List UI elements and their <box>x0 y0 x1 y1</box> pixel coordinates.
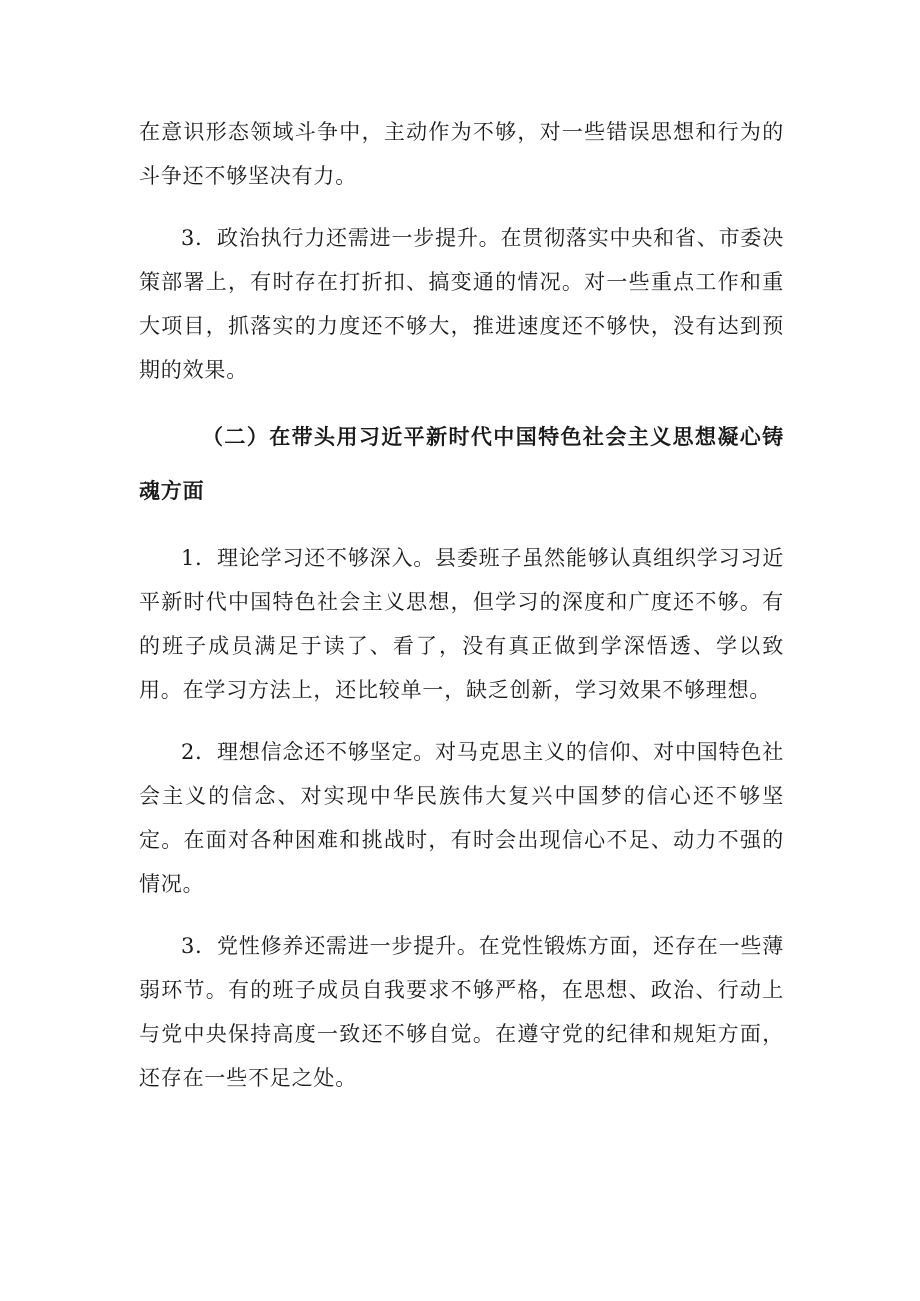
paragraph-gap <box>139 392 784 410</box>
document-body <box>139 110 784 1100</box>
paragraph-gap <box>139 712 784 730</box>
paragraph-party-spirit: 3．党性修养还需进一步提升。在党性锻炼方面，还存在一些薄弱环节。有的班子成员自我要求不够严格，在思想、政治、行动上与党中央保持高度一致还不够自觉。在遵守党的纪律和规矩方面，还存在一些不足之处。 <box>139 934 784 1090</box>
paragraph-continuation: 在意识形态领域斗争中，主动作为不够，对一些错误思想和行为的斗争还不够坚决有力。 <box>139 120 784 188</box>
paragraph-gap <box>139 518 784 536</box>
paragraph-gap <box>139 198 784 216</box>
paragraph-theory-study: 1．理论学习还不够深入。县委班子虽然能够认真组织学习习近平新时代中国特色社会主义思想，但学习的深度和广度还不够。有的班子成员满足于读了、看了，没有真正做到学深悟透、学以致用。在学习方法上，还比较单一，缺乏创新，学习效果不够理想。 <box>139 546 784 702</box>
section-heading: （二）在带头用习近平新时代中国特色社会主义思想凝心铸魂方面 <box>139 425 784 503</box>
paragraph-political-execution: 3．政治执行力还需进一步提升。在贯彻落实中央和省、市委决策部署上，有时存在打折扣、搞变通的情况。对一些重点工作和重大项目，抓落实的力度还不够大，推进速度还不够快，没有达到预期的效果。 <box>139 226 784 382</box>
paragraph-gap <box>139 906 784 924</box>
paragraph-ideals-beliefs: 2．理想信念还不够坚定。对马克思主义的信仰、对中国特色社会主义的信念、对实现中华民族伟大复兴中国梦的信心还不够坚定。在面对各种困难和挑战时，有时会出现信心不足、动力不强的情况。 <box>139 740 784 896</box>
